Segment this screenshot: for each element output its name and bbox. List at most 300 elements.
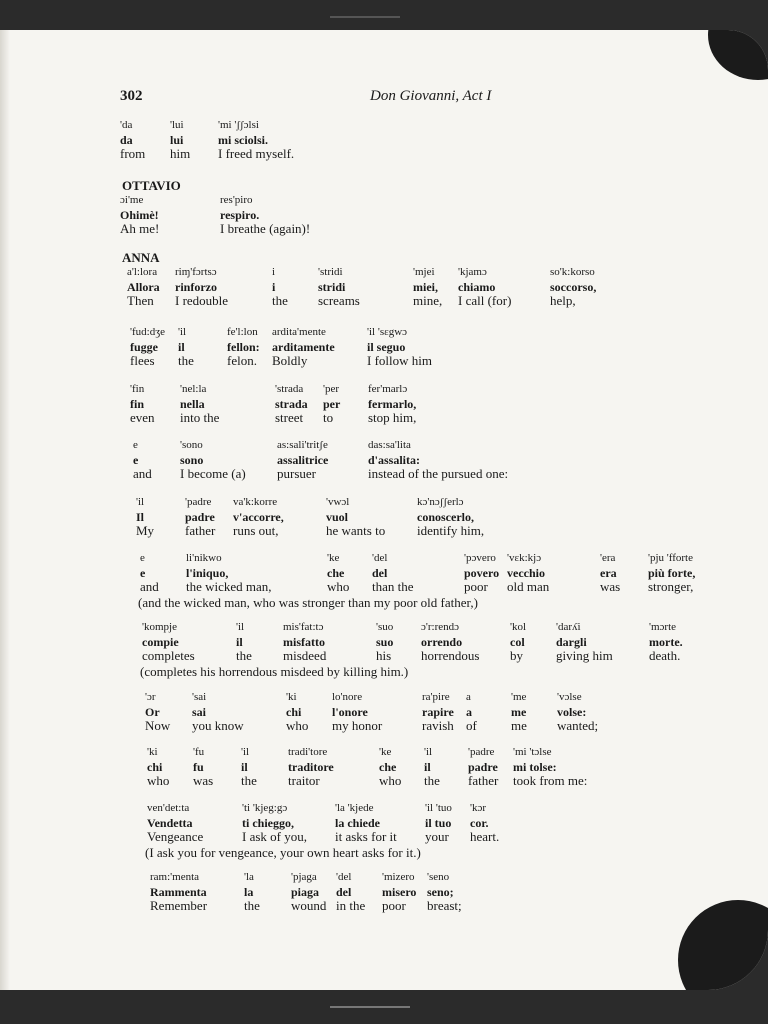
ipa-transcription: 'da [120,119,133,131]
english-gloss: was [600,579,621,594]
english-gloss: and [140,579,159,594]
word-column [382,870,416,914]
binding-mark-bottom [330,1006,410,1008]
italian-word: fu [193,759,204,774]
ipa-transcription: a [466,691,471,703]
word-column [275,382,308,426]
english-gloss: heart. [470,829,500,844]
word-column [291,870,326,914]
ipa-transcription: res'piro [220,194,253,206]
word-column [600,551,620,595]
ipa-transcription: ardita'mente [272,326,326,338]
word-column [147,745,169,789]
italian-word: che [379,759,397,774]
word-column [323,382,340,426]
word-column [180,438,246,482]
english-gloss: I breathe (again)! [220,221,311,236]
italian-word: più forte, [648,565,696,580]
italian-word: fugge [130,339,158,354]
italian-word: del [336,884,352,899]
ipa-transcription: 'kompje [142,621,177,633]
italian-word: Vendetta [147,815,193,830]
word-column [379,745,401,789]
ipa-transcription: das:sa'lita [368,439,411,451]
english-gloss: the [424,773,440,788]
ipa-transcription: fer'marlɔ [368,383,408,395]
ipa-transcription: va'k:korre [233,496,278,508]
word-column [513,745,587,789]
ipa-transcription: i [272,266,276,278]
ipa-transcription: 'ki [147,746,158,758]
english-gloss: stronger, [648,579,694,594]
english-gloss: ravish [422,718,454,733]
word-column [466,690,477,734]
italian-word: il [236,634,243,649]
ipa-transcription: lo'nore [332,691,363,703]
ipa-transcription: 'la [244,871,254,883]
word-column [185,495,215,539]
italian-word: il [424,759,431,774]
speaker-name: OTTAVIO [122,178,181,193]
italian-word: Ohimè! [120,207,159,222]
ipa-transcription: mis'fat:tɔ [283,621,324,633]
speaker-name: ANNA [122,250,160,265]
english-gloss: Boldly [272,353,308,368]
ipa-transcription: 'il [424,746,433,758]
english-gloss: instead of the pursued one: [368,466,509,481]
english-gloss: poor [464,579,488,594]
ipa-transcription: 'kɔr [470,802,487,814]
italian-word: mi sciolsi. [218,132,268,147]
word-column [413,265,442,309]
english-gloss: stop him, [368,410,417,425]
english-gloss: screams [318,293,360,308]
ipa-transcription: 'pɔvero [464,552,496,564]
full-translation: (completes his horrendous misdeed by killing him.) [140,664,409,679]
word-column [372,551,414,595]
english-gloss: I freed myself. [218,146,295,161]
ipa-transcription: ram:'menta [150,871,200,883]
book-page [0,30,768,990]
italian-word: misfatto [283,634,325,649]
english-gloss: help, [550,293,576,308]
ipa-transcription: as:sali'tritʃe [277,439,328,451]
word-column [145,690,170,734]
ipa-transcription: li'nikwo [186,552,222,564]
italian-word: ti chieggo, [242,815,294,830]
word-column [130,382,155,426]
ipa-transcription: ɔi'me [120,194,144,206]
italian-word: volse: [557,704,587,719]
ipa-transcription: 'seno [427,871,450,883]
italian-word: arditamente [272,339,335,354]
word-column [288,745,334,789]
ipa-transcription: 'del [336,871,352,883]
italian-word: che [327,565,345,580]
english-gloss: I follow him [367,353,432,368]
italian-word: e [140,565,146,580]
ipa-transcription: 'fud:dʒe [130,326,165,338]
english-gloss: the [178,353,194,368]
word-column [241,745,257,789]
english-gloss: to [323,410,334,425]
english-gloss: breast; [427,898,462,913]
word-column [336,870,365,914]
italian-word: e [133,452,139,467]
italian-word: era [600,565,617,580]
italian-word: la [244,884,254,899]
word-column [283,620,326,664]
word-column [170,118,190,162]
word-column [470,801,499,845]
word-column [648,551,695,595]
english-gloss: I redouble [175,293,229,308]
italian-word: del [372,565,388,580]
word-column [318,265,360,309]
english-gloss: felon. [227,353,257,368]
word-column [422,690,454,734]
ipa-transcription: 'ti 'kjeg:gɔ [242,802,288,814]
english-gloss: completes [142,648,195,663]
word-column [147,801,203,845]
word-column [550,265,596,309]
ipa-transcription: 'padre [468,746,495,758]
italian-word: col [510,634,525,649]
ipa-transcription: 'sono [180,439,203,451]
italian-word: mi tolse: [513,759,557,774]
ipa-transcription: kɔ'nɔʃʃerlɔ [417,496,464,508]
ipa-transcription: 'il [236,621,245,633]
italian-word: suo [376,634,394,649]
word-column [242,801,307,845]
word-column [178,325,194,369]
ipa-transcription: 'mizero [382,871,415,883]
word-column [511,690,527,734]
italian-word: chi [147,759,163,774]
english-gloss: you know [192,718,244,733]
english-gloss: the [241,773,257,788]
ipa-transcription: tradi'tore [288,746,328,758]
english-gloss: him [170,146,191,161]
english-gloss: of [466,718,477,733]
word-column [244,870,260,914]
italian-word: morte. [649,634,683,649]
word-column [175,265,228,309]
english-gloss: old man [507,579,550,594]
english-gloss: runs out, [233,523,279,538]
italian-word: il seguo [367,339,406,354]
ipa-transcription: ɔ'r:rendɔ [421,621,460,633]
ipa-transcription: 'mjei [413,266,435,278]
english-gloss: I ask of you, [242,829,307,844]
word-column [464,551,499,595]
ipa-transcription: 'ɔr [145,691,156,703]
english-gloss: Then [127,293,154,308]
english-gloss: wound [291,898,327,913]
word-column [186,551,272,595]
italian-word: chi [286,704,302,719]
word-column [649,620,683,664]
italian-word: seno; [427,884,454,899]
english-gloss: who [327,579,350,594]
english-gloss: the [272,293,288,308]
english-gloss: Ah me! [120,221,160,236]
english-gloss: death. [649,648,681,663]
word-column [368,382,416,426]
english-gloss: than the [372,579,414,594]
ipa-transcription: so'k:korso [550,266,595,278]
ipa-transcription: 'vɔlse [557,691,582,703]
ipa-transcription: 'lui [170,119,184,131]
italian-word: sono [180,452,204,467]
english-gloss: my honor [332,718,383,733]
italian-word: lui [170,132,184,147]
ipa-transcription: a'l:lora [127,266,158,278]
italian-word: da [120,132,133,147]
ipa-transcription: 'il 'sɛgwɔ [367,326,408,338]
italian-word: v'accorre, [233,509,284,524]
italian-word: me [511,704,527,719]
english-gloss: your [425,829,449,844]
english-gloss: poor [382,898,406,913]
english-gloss: the wicked man, [186,579,272,594]
word-column [236,620,252,664]
word-column [180,382,219,426]
italian-word: padre [185,509,215,524]
ipa-transcription: 'kjamɔ [458,266,487,278]
english-gloss: who [147,773,170,788]
italian-word: chiamo [458,279,496,294]
ipa-transcription: 'me [511,691,527,703]
italian-word: il [178,339,185,354]
italian-word: respiro. [220,207,260,222]
ipa-transcription: 'ki [286,691,297,703]
word-column [136,495,154,539]
english-gloss: I call (for) [458,293,512,308]
italian-word: miei, [413,279,438,294]
italian-word: orrendo [421,634,463,649]
ipa-transcription: 'fin [130,383,145,395]
ipa-transcription: 'fu [193,746,205,758]
english-gloss: and [133,466,152,481]
word-column [332,690,382,734]
english-gloss: into the [180,410,220,425]
word-column [510,620,526,664]
word-column [140,551,159,595]
english-gloss: by [510,648,523,663]
word-column [421,620,480,664]
italian-word: il tuo [425,815,452,830]
word-column [120,118,145,162]
ipa-transcription: 'ke [379,746,392,758]
word-column [458,265,511,309]
english-gloss: horrendous [421,648,480,663]
italian-word: vuol [326,509,349,524]
english-gloss: from [120,146,146,161]
ipa-transcription: 'pjaga [291,871,317,883]
english-gloss: took from me: [513,773,588,788]
word-column [327,551,349,595]
ipa-transcription: 'pju 'fforte [648,552,693,564]
english-gloss: who [286,718,309,733]
english-gloss: in the [336,898,366,913]
word-column [507,551,549,595]
word-column [425,801,452,845]
italian-word: dargli [556,634,587,649]
italian-word: stridi [318,279,346,294]
page-corner-shadow-bottom [678,900,768,990]
italian-word: misero [382,884,417,899]
italian-word: fermarlo, [368,396,417,411]
english-gloss: flees [130,353,155,368]
english-gloss: even [130,410,155,425]
english-gloss: Now [145,718,171,733]
italian-word: povero [464,565,500,580]
ipa-transcription: 'darʎi [556,621,581,633]
ipa-transcription: 'mi 'tɔlse [513,746,552,758]
english-gloss: I become (a) [180,466,246,481]
ipa-transcription: 'mi 'ʃʃɔlsi [218,119,259,131]
ipa-transcription: 'nel:la [180,383,207,395]
word-column [220,193,310,237]
ipa-transcription: 'mɔrte [649,621,677,633]
italian-word: Il [136,509,145,524]
ipa-transcription: 'era [600,552,616,564]
italian-word: fellon: [227,339,260,354]
italian-word: sai [192,704,207,719]
italian-word: Or [145,704,160,719]
italian-word: i [272,279,276,294]
italian-word: fin [130,396,145,411]
english-gloss: it asks for it [335,829,397,844]
italian-word: l'iniquo, [186,565,229,580]
italian-word: traditore [288,759,334,774]
italian-word: per [323,396,341,411]
italian-word: d'assalita: [368,452,421,467]
ipa-transcription: 'stridi [318,266,343,278]
page-corner-shadow-top [708,30,768,80]
italian-word: la chiede [335,815,380,830]
ipa-transcription: 'suo [376,621,394,633]
italian-word: soccorso, [550,279,597,294]
word-column [556,620,613,664]
english-gloss: traitor [288,773,320,788]
english-gloss: wanted; [557,718,599,733]
word-column [218,118,294,162]
italian-word: padre [468,759,498,774]
italian-word: rinforzo [175,279,217,294]
ipa-transcription: ra'pire [422,691,450,703]
running-head: Don Giovanni, Act I [370,88,492,104]
ipa-transcription: 'padre [185,496,212,508]
ipa-transcription: e [140,552,145,564]
word-column [272,265,288,309]
word-column [120,193,159,237]
english-gloss: mine, [413,293,443,308]
full-translation: (I ask you for vengeance, your own heart asks for it.) [145,845,421,860]
italian-word: il [241,759,248,774]
ipa-transcription: 'ke [327,552,340,564]
word-column [557,690,598,734]
word-column [326,495,385,539]
ipa-transcription: ven'det:ta [147,802,190,814]
ipa-transcription: 'il 'tuo [425,802,452,814]
word-column [427,870,462,914]
word-column [424,745,440,789]
english-gloss: me [511,718,527,733]
italian-word: assalitrice [277,452,329,467]
ipa-transcription: 'la 'kjede [335,802,374,814]
english-gloss: street [275,410,304,425]
word-column [142,620,195,664]
italian-word: a [466,704,472,719]
italian-word: rapire [422,704,454,719]
ipa-transcription: e [133,439,138,451]
english-gloss: identify him, [417,523,485,538]
full-translation: (and the wicked man, who was stronger than my poor old father,) [138,595,478,610]
ipa-transcription: 'il [136,496,145,508]
word-column [127,265,160,309]
ipa-transcription: 'per [323,383,340,395]
ipa-transcription: 'vwɔl [326,496,350,508]
word-column [368,438,508,482]
ipa-transcription: 'kol [510,621,527,633]
ipa-transcription: 'il [178,326,187,338]
italian-word: Allora [127,279,160,294]
ipa-transcription: 'sai [192,691,207,703]
ipa-transcription: 'del [372,552,388,564]
english-gloss: Vengeance [147,829,204,844]
word-column [193,745,213,789]
ipa-transcription: 'vɛk:kjɔ [507,552,542,564]
binding-mark-top [330,16,400,18]
english-gloss: misdeed [283,648,327,663]
word-column [417,495,484,539]
english-gloss: his [376,648,392,663]
english-gloss: he wants to [326,523,386,538]
word-column [277,438,328,482]
italian-word: conoscerlo, [417,509,474,524]
english-gloss: father [185,523,216,538]
italian-word: vecchio [507,565,545,580]
english-gloss: the [236,648,252,663]
word-column [130,325,165,369]
word-column [376,620,393,664]
ipa-transcription: fe'l:lon [227,326,258,338]
word-column [272,325,335,369]
english-gloss: My [136,523,155,538]
word-column [150,870,207,914]
italian-word: compie [142,634,179,649]
english-gloss: was [193,773,214,788]
word-column [133,438,152,482]
italian-word: nella [180,396,205,411]
italian-word: cor. [470,815,489,830]
page-edge-shadow [0,30,10,990]
ipa-transcription: riɱ'fɔrtsɔ [175,266,217,278]
ipa-transcription: 'strada [275,383,304,395]
english-gloss: giving him [556,648,613,663]
ipa-transcription: 'il [241,746,250,758]
word-column [468,745,498,789]
italian-word: Rammenta [150,884,207,899]
word-column [286,690,308,734]
english-gloss: the [244,898,260,913]
page-number: 302 [120,88,143,104]
word-column [227,325,260,369]
italian-word: piaga [291,884,320,899]
word-column [367,325,432,369]
